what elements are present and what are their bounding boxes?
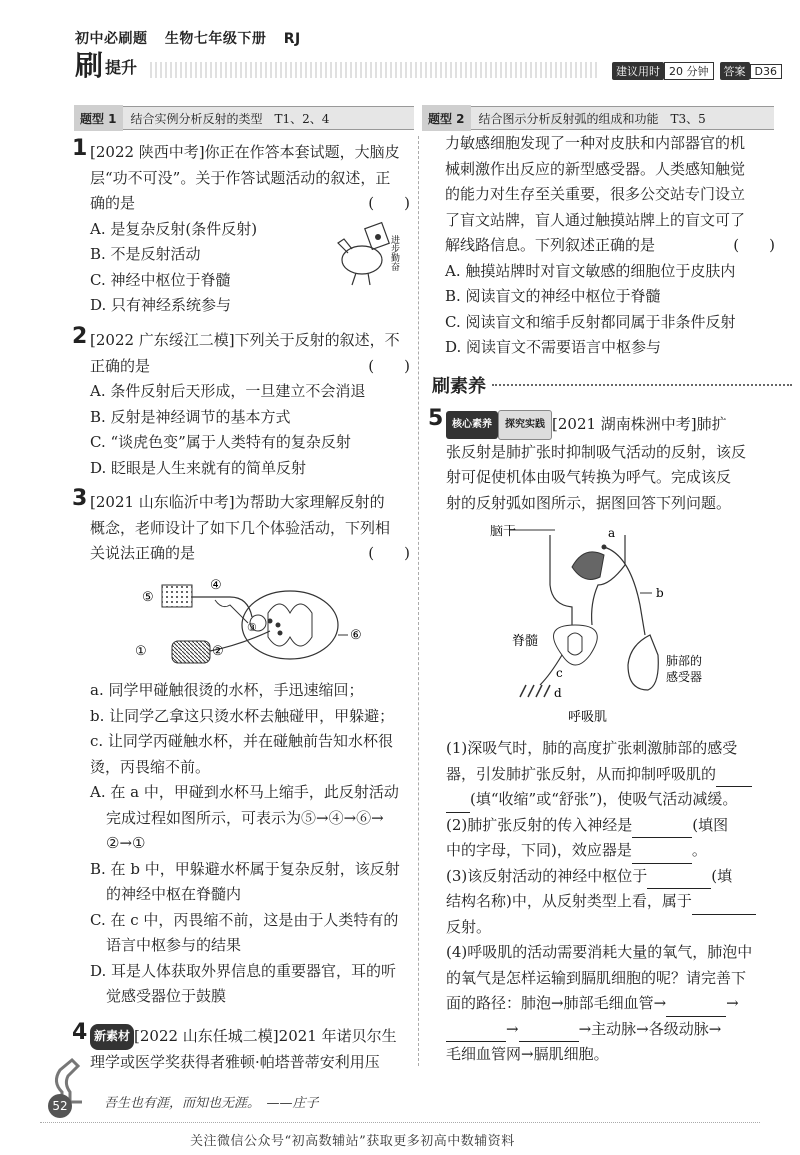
header-stripe <box>150 62 600 78</box>
type-bar-right <box>422 106 774 130</box>
q2-option-a: A. 条件反射后天形成，一旦建立不会消退 <box>90 382 366 400</box>
lung-receptor-label-2: 感受器 <box>666 670 703 684</box>
subject-name: 生物七年级下册 <box>164 31 267 47</box>
label-5: ⑤ <box>142 590 154 605</box>
q3-option-a: A. 在 a 中，甲碰到水杯马上缩手，此反射活动 <box>90 783 399 801</box>
q1-stamp-text: 进步勤奋 <box>389 235 399 271</box>
core-literacy-badge: 核心素养 <box>446 411 498 439</box>
q1-line: 确的是 ( ) <box>90 191 410 217</box>
q5-sub1-line: (填“收缩”或“舒张”)，使吸气活动减缓。 <box>446 787 776 813</box>
label-d: d <box>554 686 562 700</box>
q1-option-a: A. 是复杂反射(条件反射) <box>90 219 258 238</box>
q5-sub3-line: 结构名称)中，从反射类型上看，属于 <box>446 889 776 915</box>
q3-body <box>90 678 412 1010</box>
type-tag-1: 题型 1 <box>74 105 123 131</box>
q5-sub3-line: (3)该反射活动的神经中枢位于 (填 <box>446 864 776 890</box>
label-a: a <box>608 526 616 540</box>
question-3 <box>90 490 410 567</box>
type-text-1: 结合实例分析反射的类型 T1、2、4 <box>130 111 330 126</box>
q3-item-c-cont: 烫，丙畏缩不前。 <box>90 757 211 776</box>
q3-option-b-cont: 的神经中枢在脊髓内 <box>106 885 242 903</box>
q3-line: 概念，老师设计了如下几个体验活动，下列相 <box>90 518 391 537</box>
q5-line: 射的反射弧如图所示，据图回答下列问题。 <box>446 493 732 512</box>
q4-line: 新素材 [2022 山东任城二模]2021 年诺贝尔生 <box>90 1024 412 1050</box>
q4-option-c: C. 阅读盲文和缩手反射都同属于非条件反射 <box>445 312 736 331</box>
label-b: b <box>656 586 664 600</box>
label-6: ⑥ <box>350 628 362 643</box>
q1-option-d: D. 只有神经系统参与 <box>90 296 232 314</box>
q4-cont-line: 了盲文站牌，盲人通过触摸站牌上的盲文可了 <box>445 210 746 229</box>
q5-sub4-line: (4)呼吸肌的活动需要消耗大量的氧气，肺泡中 <box>446 943 753 961</box>
q5-sub2-line: 中的字母，下同)，效应器是 。 <box>446 838 776 864</box>
q3-option-b: B. 在 b 中，甲躲避水杯属于复杂反射，该反射 <box>90 859 400 878</box>
q3-item-b: b. 让同学乙拿这只烫水杯去触碰甲，甲躲避； <box>90 706 395 725</box>
q5-sub3-line: 反射。 <box>446 917 492 936</box>
q3-item-c: c. 让同学丙碰触水杯，并在碰触前告知水杯很 <box>90 732 393 750</box>
q5-sub4-line: → →主动脉→各级动脉→ <box>446 1017 776 1043</box>
type-text-2: 结合图示分析反射弧的组成和功能 T3、5 <box>478 111 706 126</box>
reflex-arc-diagram <box>130 575 370 675</box>
page-number: 52 <box>48 1094 72 1118</box>
brainstem-label: 脑干 <box>490 525 517 539</box>
type-bar-left <box>74 106 414 130</box>
label-1: ① <box>135 644 147 659</box>
q3-number: 3 <box>72 486 88 511</box>
label-c: c <box>556 666 563 680</box>
type-tag-2: 题型 2 <box>422 105 471 131</box>
footer-ad: 关注微信公众号“初高数辅站”获取更多初高中数辅资料 <box>190 1134 515 1149</box>
answer-label: 答案 <box>720 62 750 80</box>
lung-reflex-arc-diagram <box>480 525 720 730</box>
brand-big: 刷 <box>75 49 104 82</box>
answer-paren: ( ) <box>368 194 410 212</box>
time-box <box>612 62 782 80</box>
q2-option-d: D. 眨眼是人生来就有的简单反射 <box>90 458 307 477</box>
q1-option-b: B. 不是反射活动 <box>90 245 201 263</box>
q1-number: 1 <box>72 136 88 161</box>
q5-sub2-line: (2)肺扩张反射的传入神经是 (填图 <box>446 813 776 839</box>
q2-number: 2 <box>72 324 88 349</box>
answer-paren: ( ) <box>368 544 410 562</box>
q5-line: 核心素养 探究实践 [2021 湖南株洲中考]肺扩 <box>446 410 776 440</box>
q2-option-b: B. 反射是神经调节的基本方式 <box>90 407 291 426</box>
q5-line: 射可促使机体由吸气转换为呼气。完成该反 <box>446 468 732 486</box>
q1-line: [2022 陕西中考]你正在作答本套试题，大脑皮 <box>90 143 400 161</box>
brand-small: 提升 <box>105 58 138 77</box>
header-series-line <box>75 28 313 48</box>
q2-option-c: C. “谈虎色变”属于人类特有的复杂反射 <box>90 433 351 451</box>
section-header <box>432 372 792 398</box>
lung-receptor-label-1: 肺部的 <box>666 654 703 668</box>
question-5 <box>446 410 776 516</box>
time-label: 建议用时 <box>612 62 664 80</box>
q5-number: 5 <box>428 406 444 431</box>
q4-option-d: D. 阅读盲文不需要语言中枢参与 <box>445 338 662 356</box>
answer-blank[interactable] <box>692 914 756 915</box>
answer-paren: ( ) <box>368 356 410 375</box>
q4-option-b: B. 阅读盲文的神经中枢位于脊髓 <box>445 287 661 305</box>
q3-option-d-cont: 觉感受器位于鼓膜 <box>106 987 227 1005</box>
q5-sub1-line: 器，引发肺扩张反射，从而抑制呼吸肌的 <box>446 762 776 788</box>
time-value: 20 分钟 <box>664 62 714 80</box>
q5-sub4-line: 毛细血管网→膈肌细胞。 <box>446 1045 609 1063</box>
q5-sub1-line: (1)深吸气时，肺的高度扩张刺激肺部的感受 <box>446 739 738 757</box>
q5-subquestions <box>446 736 776 1068</box>
respiratory-muscle-label: 呼吸肌 <box>568 710 608 725</box>
q1-option-c: C. 神经中枢位于脊髓 <box>90 270 231 289</box>
answer-page: D36 <box>750 64 782 79</box>
label-2: ② <box>212 644 224 659</box>
question-2 <box>90 328 410 481</box>
q2-line: [2022 广东绥江二模]下列关于反射的叙述，不 <box>90 331 400 349</box>
label-4: ④ <box>210 578 222 593</box>
question-4 <box>90 1024 412 1075</box>
answer-paren: ( ) <box>733 236 775 254</box>
q5-line: 张反射是肺扩张时抑制吸气活动的反射，该反 <box>446 442 747 461</box>
footer-quote: 吾生也有涯，而知也无涯。 ——庄子 <box>104 1096 319 1111</box>
section-dots <box>492 384 792 386</box>
edition: RJ <box>283 31 301 47</box>
q2-line: 正确的是 ( ) <box>90 354 410 380</box>
q3-option-c-cont: 语言中枢参与的结果 <box>106 936 242 954</box>
label-3: ③ <box>247 621 257 634</box>
q3-option-d: D. 耳是人体获取外界信息的重要器官，耳的听 <box>90 961 397 980</box>
q3-line: 关说法正确的是 ( ) <box>90 541 410 567</box>
inquiry-practice-badge: 探究实践 <box>498 410 552 440</box>
q1-illustration <box>330 215 410 290</box>
q5-sub4-line: 的氧气是怎样运输到膈肌细胞的呢？请完善下 <box>446 968 747 987</box>
section-brand <box>75 49 138 82</box>
series-name: 初中必刷题 <box>75 31 148 47</box>
q1-line: 层“功不可没”。关于作答试题活动的叙述，正 <box>90 168 391 187</box>
q4-cont-line: 力敏感细胞发现了一种对皮肤和内部器官的机 <box>445 134 746 152</box>
q3-item-a: a. 同学甲碰触很烫的水杯，手迅速缩回； <box>90 681 364 699</box>
question-4-cont <box>445 131 775 361</box>
new-material-tag: 新素材 <box>90 1024 134 1050</box>
q5-sub4-line: 面的路径：肺泡→肺部毛细血管→ → <box>446 991 776 1017</box>
section-title: 刷素养 <box>432 376 486 397</box>
q4-cont-line: 械刺激作出反应的新型感受器。人类感知触觉 <box>445 159 746 178</box>
q3-line: [2021 山东临沂中考]为帮助大家理解反射的 <box>90 493 385 511</box>
q3-option-a-cont: 完成过程如图所示，可表示为⑤→④→⑥→ <box>106 808 384 827</box>
q4-number: 4 <box>72 1020 88 1045</box>
column-divider <box>418 136 419 1066</box>
q4-option-a: A. 触摸站牌时对盲文敏感的细胞位于皮肤内 <box>445 261 736 280</box>
footer-divider <box>40 1122 760 1123</box>
q4-line: 理学或医学奖获得者雅顿·帕塔普蒂安利用压 <box>90 1052 380 1071</box>
spinal-cord-label: 脊髓 <box>512 634 539 649</box>
q3-option-c: C. 在 c 中，丙畏缩不前，这是由于人类特有的 <box>90 910 399 929</box>
q4-cont-line: 解线路信息。下列叙述正确的是 ( ) <box>445 233 775 259</box>
q4-cont-line: 的能力对生存至关重要，很多公交站专门设立 <box>445 185 746 203</box>
q3-option-a-cont: ②→① <box>106 834 146 852</box>
